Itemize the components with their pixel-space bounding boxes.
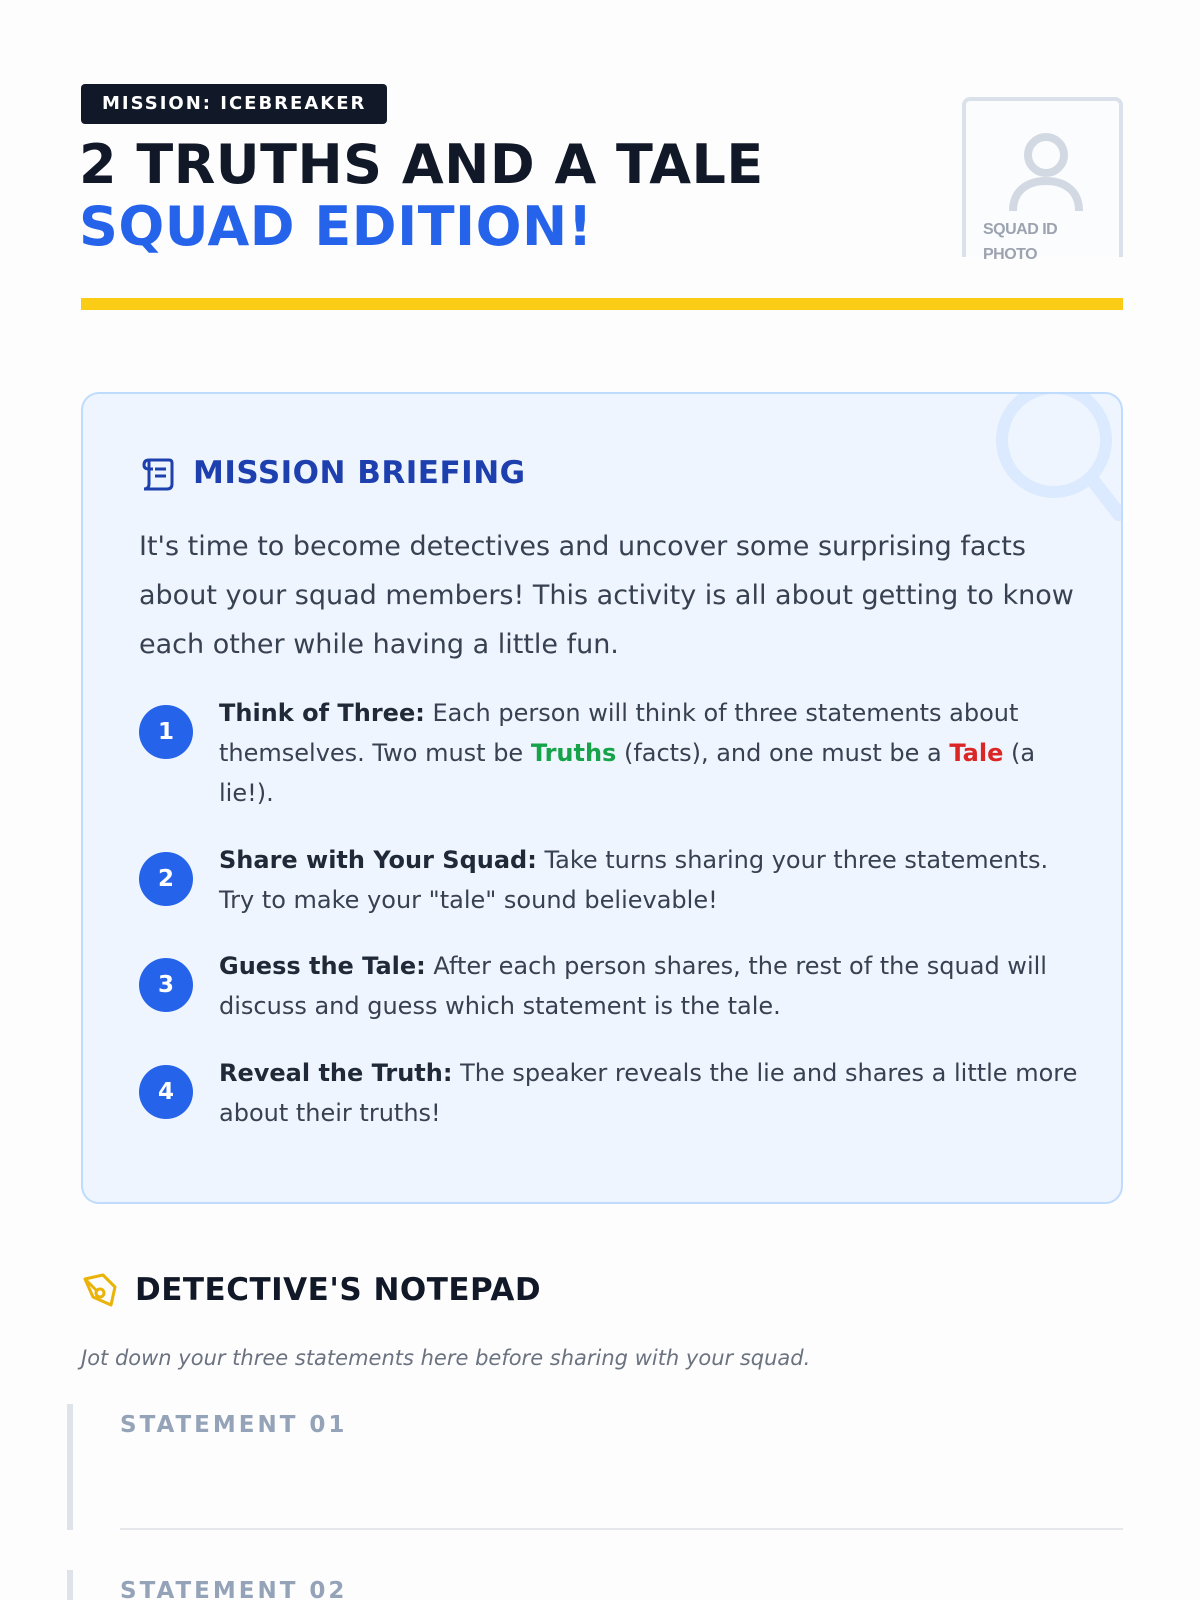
step-number: 3 (139, 958, 193, 1012)
mission-briefing-card (81, 392, 1123, 1204)
step-body: Take turns sharing your three statements. Try to make your "tale" sound believable! (219, 846, 1049, 914)
step-number: 4 (139, 1065, 193, 1119)
step-title: Guess the Tale: (219, 952, 426, 980)
step-body: (a lie!). (219, 739, 1036, 807)
statement-line (120, 1528, 1123, 1530)
photo-label-line1: SQUAD ID (983, 221, 1058, 238)
statement-field[interactable] (67, 1404, 1123, 1530)
step-number: 2 (139, 852, 193, 906)
pen-tool-icon (81, 1271, 119, 1309)
truths-highlight: Truths (530, 739, 617, 767)
statement-field[interactable] (67, 1570, 1123, 1600)
step-title: Share with Your Squad: (219, 846, 537, 874)
tale-highlight: Tale (949, 739, 1004, 767)
step-text (219, 946, 1079, 1026)
mission-tag: MISSION: ICEBREAKER (81, 84, 387, 124)
photo-label (983, 217, 1093, 267)
step-text (219, 1053, 1079, 1133)
scroll-icon (139, 454, 177, 492)
step-body: After each person shares, the rest of the squad will discuss and guess which statement is the tale. (219, 952, 1047, 1020)
step-text (219, 840, 1079, 920)
step-text (219, 693, 1079, 813)
page-title: 2 TRUTHS AND A TALE (79, 133, 764, 196)
notepad-header (81, 1271, 541, 1309)
magnifier-icon (991, 392, 1121, 530)
briefing-heading: MISSION BRIEFING (193, 455, 526, 491)
step-body: (facts), and one must be a (616, 739, 950, 767)
notepad-subtitle: Jot down your three statements here before sharing with your squad. (81, 1346, 811, 1370)
statement-label: STATEMENT 02 (120, 1578, 348, 1600)
step-body: The speaker reveals the lie and shares a little more about their truths! (219, 1059, 1078, 1127)
statement-accent-bar (67, 1404, 73, 1530)
page-subtitle: SQUAD EDITION! (79, 195, 593, 258)
step-title: Think of Three: (219, 699, 425, 727)
notepad-heading: DETECTIVE'S NOTEPAD (135, 1272, 542, 1308)
step-title: Reveal the Truth: (219, 1059, 453, 1087)
header-divider (81, 298, 1123, 310)
briefing-intro: It's time to become detectives and uncover some surprising facts about your squad members! This activity is all about getting to know each other while having a little fun. (139, 531, 1074, 660)
statement-label: STATEMENT 01 (120, 1412, 348, 1438)
statement-accent-bar (67, 1570, 73, 1600)
squad-id-photo-box[interactable] (962, 97, 1123, 263)
step-body: Each person will think of three statements about themselves. Two must be (219, 699, 1019, 767)
photo-label-line2: PHOTO (983, 246, 1038, 263)
briefing-header (139, 454, 526, 492)
user-icon (1009, 129, 1083, 213)
step-number: 1 (139, 705, 193, 759)
